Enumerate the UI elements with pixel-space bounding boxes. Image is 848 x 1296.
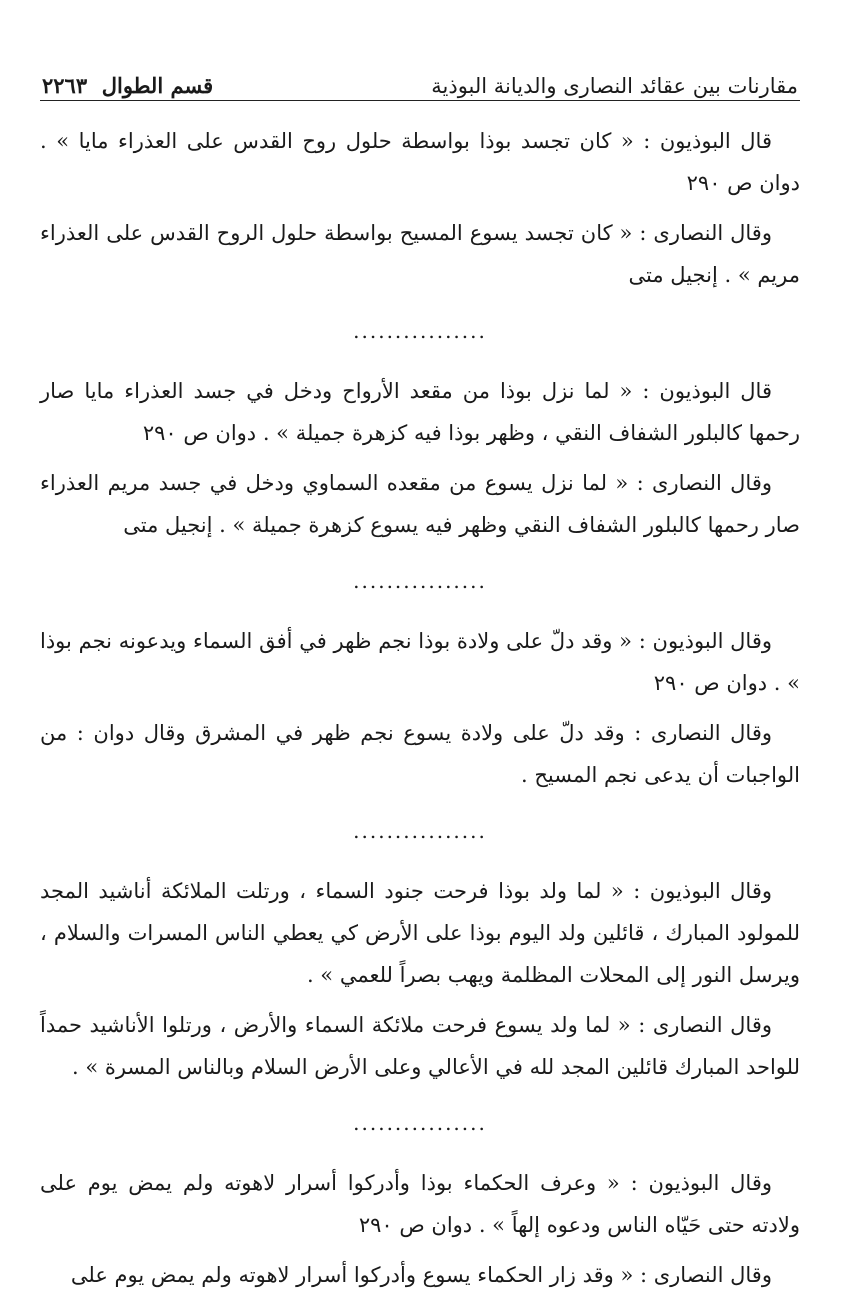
section-separator: ................ <box>353 1111 487 1135</box>
page-number: ٢٢٦٣ <box>42 73 88 98</box>
running-header <box>40 58 800 98</box>
christian-paragraph: وقال النصارى : « كان تجسد يسوع المسيح بواسطة حلول الروح القدس على العذراء مريم » . إنجيل متى <box>40 221 800 287</box>
book-page <box>40 50 800 1287</box>
section-separator: ................ <box>353 319 487 343</box>
page-body <box>40 120 800 1296</box>
section-and-page <box>40 73 213 98</box>
buddhist-paragraph: قال البوذيون : « لما نزل بوذا من مقعد الأرواح ودخل في جسد العذراء مايا صار رحمها كالبلور الشفاف النقي ، وظهر بوذا فيه كزهرة جميلة » . دوان ص ٢٩٠ <box>40 379 800 445</box>
running-title: مقارنات بين عقائد النصارى والديانة البوذية <box>431 74 798 98</box>
buddhist-paragraph: وقال البوذيون : « وعرف الحكماء بوذا وأدركوا أسرار لاهوته ولم يمض يوم على ولادته حتى حَيّاه الناس ودعوه إلهاً » . دوان ص ٢٩٠ <box>40 1171 800 1237</box>
buddhist-paragraph: وقال البوذيون : « لما ولد بوذا فرحت جنود السماء ، ورتلت الملائكة أناشيد المجد للمولود المبارك ، قائلين ولد اليوم بوذا على الأرض كي يعطي الناس المسرات والسلام ، ويرسل النور إلى المحلات المظلمة ويهب بصراً للعمي » . <box>40 879 800 987</box>
buddhist-paragraph: قال البوذيون : « كان تجسد بوذا بواسطة حلول روح القدس على العذراء مايا » . دوان ص ٢٩٠ <box>40 129 800 195</box>
christian-paragraph: وقال النصارى : « لما ولد يسوع فرحت ملائكة السماء والأرض ، ورتلوا الأناشيد حمداً للواحد المبارك قائلين المجد لله في الأعالي وعلى الأرض السلام وبالناس المسرة » . <box>40 1013 800 1079</box>
section-separator: ................ <box>353 819 487 843</box>
christian-paragraph: وقال النصارى : وقد دلّ على ولادة يسوع نجم ظهر في المشرق وقال دوان : من الواجبات أن يدعى نجم المسيح . <box>40 721 800 787</box>
christian-paragraph: وقال النصارى : « وقد زار الحكماء يسوع وأدركوا أسرار لاهوته ولم يمض يوم على <box>70 1263 772 1287</box>
section-separator: ................ <box>353 569 487 593</box>
christian-paragraph: وقال النصارى : « لما نزل يسوع من مقعده السماوي ودخل في جسد مريم العذراء صار رحمها كالبلور الشفاف النقي وظهر فيه يسوع كزهرة جميلة » . إنجيل متى <box>40 471 800 537</box>
buddhist-paragraph: وقال البوذيون : « وقد دلّ على ولادة بوذا نجم ظهر في أفق السماء ويدعونه نجم بوذا » . دوان ص ٢٩٠ <box>40 629 800 695</box>
section-name: قسم الطوال <box>101 73 214 98</box>
header-rule <box>40 100 800 101</box>
